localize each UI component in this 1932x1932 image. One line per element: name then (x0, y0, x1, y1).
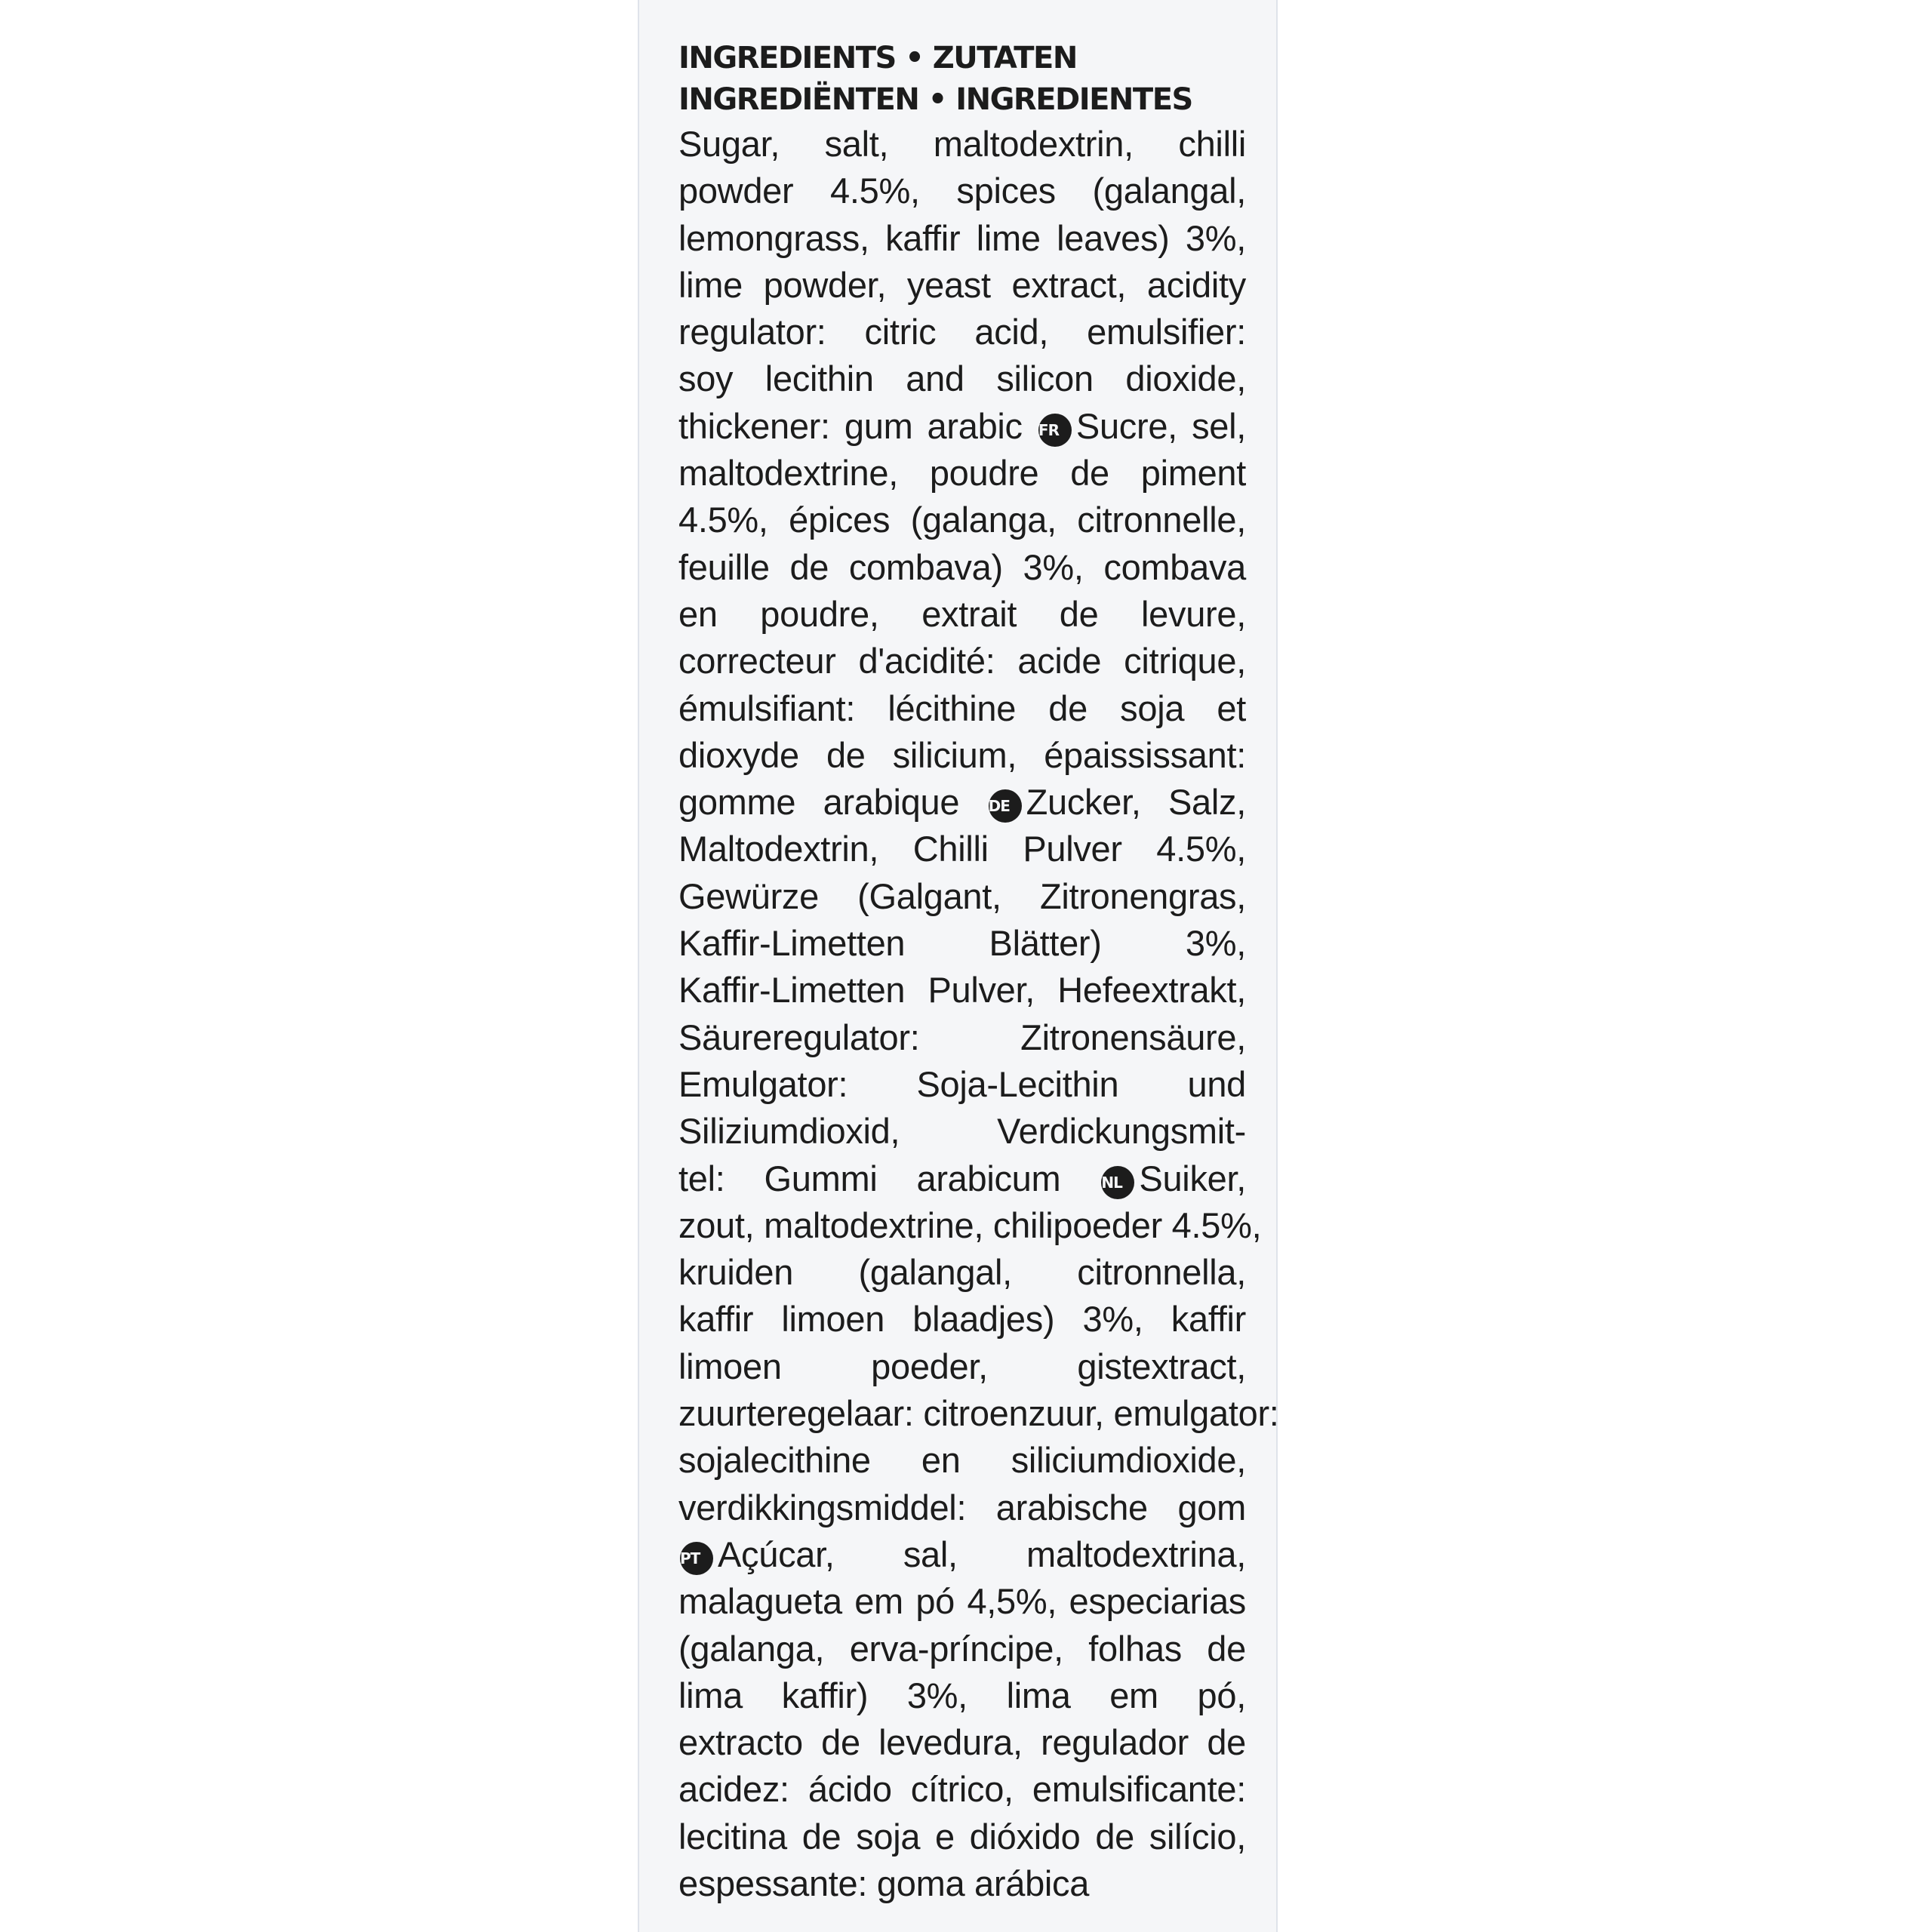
french-line: feuille de combava) 3%, combava (678, 546, 1246, 587)
heading-line-1: INGREDIENTS • ZUTATEN (678, 41, 1077, 75)
french-line: dioxyde de silicium, épaississant: (678, 734, 1246, 775)
portuguese-line: lima kaffir) 3%, lima em pó, (678, 1675, 1246, 1715)
german-text: Zucker, Salz, (1026, 782, 1246, 823)
dutch-line: kaffir limoen blaadjes) 3%, kaffir (678, 1299, 1246, 1340)
french-text: Sucre, sel, (1075, 405, 1247, 446)
english-text: thickener: gum arabic (678, 405, 1023, 446)
french-line: correcteur d'acidité: acide citrique, (678, 641, 1246, 681)
dutch-line: sojalecithine en siliciumdioxide, (678, 1440, 1246, 1481)
portuguese-line: acidez: ácido cítrico, emulsificante: (678, 1769, 1246, 1810)
german-line: Gewürze (Galgant, Zitronengras, (678, 875, 1246, 916)
english-line: lemongrass, kaffir lime leaves) 3%, (678, 217, 1246, 258)
ingredients-text-block (678, 38, 1279, 1907)
french-line: émulsifiant: lécithine de soja et (678, 688, 1246, 728)
german-dutch-line (678, 1155, 1246, 1202)
nl-language-badge: NL (1101, 1166, 1134, 1199)
english-french-line (678, 403, 1246, 450)
german-line: Emulgator: Soja-Lecithin und (678, 1063, 1246, 1104)
fr-language-badge: FR (1038, 414, 1072, 447)
portuguese-text: Açúcar, sal, maltodextrina, (718, 1534, 1246, 1574)
portuguese-line (678, 1531, 1246, 1578)
german-line: Säureregulator: Zitronensäure, (678, 1017, 1246, 1057)
portuguese-line: extracto de levedura, regulador de (678, 1722, 1246, 1763)
english-line: soy lecithin and silicon dioxide, (678, 358, 1246, 399)
french-line: 4.5%, épices (galanga, citronnelle, (678, 500, 1246, 540)
french-text: gomme arabique (678, 782, 960, 823)
german-line: Maltodextrin, Chilli Pulver 4.5%, (678, 829, 1246, 869)
german-line: Kaffir-Limetten Blätter) 3%, (678, 923, 1246, 964)
german-line: Kaffir-Limetten Pulver, Hefeextrakt, (678, 970, 1246, 1011)
portuguese-line: lecitina de soja e dióxido de silício, (678, 1816, 1246, 1857)
english-line: regulator: citric acid, emulsifier: (678, 312, 1246, 352)
portuguese-line: espessante: goma arábica (678, 1863, 1090, 1903)
dutch-line: limoen poeder, gistextract, (678, 1346, 1246, 1386)
german-text: tel: Gummi arabicum (678, 1158, 1061, 1198)
dutch-line: verdikkingsmiddel: arabische gom (678, 1487, 1246, 1527)
ingredients-label-panel (638, 0, 1278, 1932)
dutch-text: Suiker, (1139, 1158, 1247, 1198)
french-line: maltodextrine, poudre de piment (678, 453, 1246, 494)
de-language-badge: DE (989, 789, 1022, 823)
portuguese-line: malagueta em pó 4,5%, especiarias (678, 1581, 1246, 1622)
english-line: lime powder, yeast extract, acidity (678, 264, 1246, 305)
german-line: Siliziumdioxid, Verdickungsmit- (678, 1111, 1246, 1152)
dutch-line: zout, maltodextrine, chilipoeder 4.5%, (678, 1204, 1262, 1245)
pt-language-badge: PT (680, 1542, 713, 1575)
portuguese-line: (galanga, erva-príncipe, folhas de (678, 1628, 1246, 1669)
dutch-line: kruiden (galangal, citronnella, (678, 1252, 1246, 1293)
french-german-line (678, 779, 1246, 826)
english-line: powder 4.5%, spices (galangal, (678, 171, 1246, 211)
dutch-line: zuurteregelaar: citroenzuur, emulgator: (678, 1393, 1279, 1434)
heading-line-2: INGREDIËNTEN • INGREDIENTES (678, 82, 1192, 117)
french-line: en poudre, extrait de levure, (678, 593, 1246, 634)
english-line: Sugar, salt, maltodextrin, chilli (678, 124, 1246, 164)
